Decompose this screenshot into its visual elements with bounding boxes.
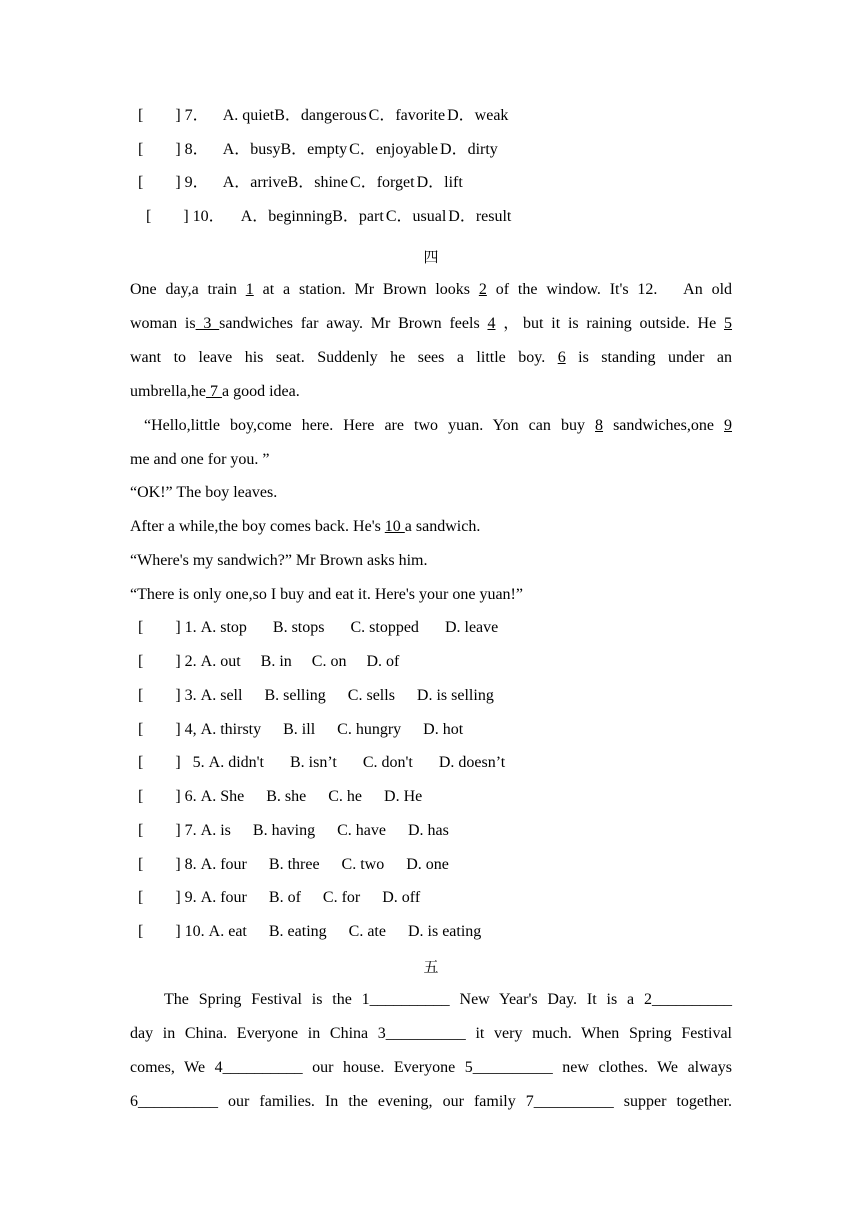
option-c: C. have [337, 822, 386, 839]
text: a sandwich. [404, 518, 481, 535]
option-b: B. stops [272, 619, 325, 636]
question-number: 8. [184, 856, 197, 873]
option-d: D. off [382, 889, 421, 906]
option-d: D．result [448, 208, 512, 225]
question-number: 7. [184, 822, 197, 839]
option-c: C. don't [362, 754, 413, 771]
option-a: A. is [200, 822, 231, 839]
option-a: A. four [200, 856, 247, 873]
option-a: A. quiet [222, 107, 275, 124]
text: woman is [130, 315, 196, 332]
question-row [138, 746, 505, 780]
question-number: 2. [184, 653, 197, 670]
question-number: 1. [184, 619, 197, 636]
question-number: 10． [192, 208, 225, 225]
passage-line [130, 341, 732, 375]
answer-bracket[interactable]: [ ] [138, 174, 181, 191]
text: umbrella,he [130, 383, 206, 400]
question-number: 10. [184, 923, 205, 940]
option-c: C. hungry [337, 721, 402, 738]
option-c: C．enjoyable [349, 141, 439, 158]
section4-heading: 四 [423, 248, 439, 266]
option-a: A．arrive [222, 174, 288, 191]
question-row [138, 645, 399, 679]
answer-bracket[interactable]: [ ] [138, 141, 181, 158]
blank-number: 9 [724, 417, 732, 434]
option-d: D. He [384, 788, 423, 805]
question-number: 6. [184, 788, 197, 805]
passage-line [144, 409, 732, 443]
blank-number: 4 [487, 315, 496, 332]
answer-bracket[interactable]: [ ] [138, 653, 181, 670]
question-row [138, 814, 449, 848]
question-number: 5. [192, 754, 205, 771]
blank-number: 3 [195, 315, 220, 332]
option-b: B. three [268, 856, 320, 873]
option-a: A. didn't [208, 754, 264, 771]
option-b: B．dangerous [274, 107, 367, 124]
text: want to leave his seat. Suddenly he sees a little boy. [130, 349, 558, 366]
text: is standing under an [565, 349, 733, 366]
answer-bracket[interactable]: [ ] [138, 721, 181, 738]
question-row [138, 133, 498, 167]
option-b: B. having [252, 822, 316, 839]
option-d: D. is selling [416, 687, 494, 704]
text: After a while,the boy comes back. He's [130, 518, 385, 535]
question-number: 8． [184, 141, 209, 158]
option-d: D. one [406, 856, 449, 873]
option-a: A. four [200, 889, 247, 906]
option-b: B. selling [264, 687, 326, 704]
option-b: B．shine [287, 174, 349, 191]
option-d: D. doesn’t [438, 754, 506, 771]
question-row [138, 611, 498, 645]
passage-line: 6__________ our families. In the evening, our family 7__________ supper together. [130, 1093, 732, 1110]
option-a: A. thirsty [200, 721, 262, 738]
blank-number: 10 [384, 518, 405, 535]
option-d: D．dirty [440, 141, 498, 158]
option-b: B. of [268, 889, 301, 906]
option-a: A．beginning [240, 208, 333, 225]
question-number: 9． [184, 174, 209, 191]
option-d: D．weak [447, 107, 509, 124]
question-row [146, 200, 511, 234]
question-row [138, 679, 494, 713]
passage-line: “There is only one,so I buy and eat it. Here's your one yuan!” [130, 586, 523, 603]
text: “Hello,little boy,come here. Here are two yuan. Yon can buy [144, 417, 596, 434]
answer-bracket[interactable]: [ ] [138, 687, 181, 704]
passage-line: day in China. Everyone in China 3__________ it very much. When Spring Festival [130, 1025, 732, 1042]
option-c: C．favorite [368, 107, 446, 124]
text: sandwiches far away. Mr Brown feels [219, 315, 488, 332]
answer-bracket[interactable]: [ ] [138, 107, 181, 124]
question-row [138, 99, 508, 133]
option-d: D．lift [416, 174, 463, 191]
answer-bracket[interactable]: [ ] [138, 923, 181, 940]
section5-heading: 五 [423, 958, 439, 976]
option-c: C. sells [347, 687, 395, 704]
blank-number: 6 [557, 349, 566, 366]
option-b: B. eating [268, 923, 327, 940]
option-b: B. isn’t [290, 754, 337, 771]
question-number: 7． [184, 107, 209, 124]
answer-bracket[interactable]: [ ] [138, 788, 181, 805]
blank-number: 7 [205, 383, 222, 400]
passage-line: comes, We 4__________ our house. Everyone 5__________ new clothes. We always [130, 1059, 732, 1076]
option-c: C．forget [350, 174, 415, 191]
option-a: A. She [200, 788, 245, 805]
option-c: C. two [341, 856, 385, 873]
blank-number: 5 [724, 315, 733, 332]
option-d: D. hot [423, 721, 464, 738]
passage-line [130, 375, 732, 409]
answer-bracket[interactable]: [ ] [138, 619, 181, 636]
question-number: 9. [184, 889, 197, 906]
passage-line [130, 510, 732, 544]
blank-number: 2 [478, 281, 487, 298]
text: of the window. It's 12. An old [486, 281, 733, 298]
option-a: A．busy [222, 141, 281, 158]
text: sandwiches,one [603, 417, 724, 434]
passage-line: me and one for you. ” [130, 451, 270, 468]
option-b: B. in [260, 653, 292, 670]
blank-number: 8 [595, 417, 604, 434]
answer-bracket[interactable]: [ ] [138, 856, 181, 873]
passage-line: “Where's my sandwich?” Mr Brown asks him. [130, 552, 428, 569]
option-b: B．part [332, 208, 384, 225]
question-row [138, 881, 420, 915]
option-c: C. stopped [350, 619, 419, 636]
text: ，but it is raining outside. He [495, 315, 725, 332]
option-b: B. she [266, 788, 307, 805]
option-c: C. for [322, 889, 361, 906]
option-b: B．empty [280, 141, 348, 158]
answer-bracket[interactable]: [ ] [138, 822, 181, 839]
option-d: D. of [366, 653, 400, 670]
question-row [138, 713, 463, 747]
option-a: A. out [200, 653, 241, 670]
option-d: D. leave [444, 619, 499, 636]
answer-bracket[interactable]: [ ] [138, 754, 181, 771]
answer-bracket[interactable]: [ ] [138, 889, 181, 906]
option-a: A. stop [200, 619, 247, 636]
question-row [138, 780, 422, 814]
text: a good idea. [221, 383, 300, 400]
option-a: A. eat [208, 923, 247, 940]
question-row [138, 915, 481, 949]
question-number: 3. [184, 687, 197, 704]
option-d: D. is eating [407, 923, 482, 940]
option-c: C. on [311, 653, 347, 670]
option-b: B. ill [283, 721, 316, 738]
question-row [138, 166, 463, 200]
passage-line [130, 273, 732, 307]
question-number: 4, [184, 721, 197, 738]
option-c: C．usual [385, 208, 447, 225]
blank-number: 1 [245, 281, 254, 298]
question-row [138, 848, 449, 882]
option-c: C. ate [348, 923, 386, 940]
text: at a station. Mr Brown looks [253, 281, 479, 298]
passage-line: “OK!” The boy leaves. [130, 484, 278, 501]
passage-line: The Spring Festival is the 1__________ New Year's Day. It is a 2__________ [164, 991, 732, 1008]
option-d: D. has [408, 822, 449, 839]
answer-bracket[interactable]: [ ] [146, 208, 189, 225]
option-c: C. he [328, 788, 363, 805]
option-a: A. sell [200, 687, 243, 704]
passage-line [130, 307, 732, 341]
text: One day,a train [130, 281, 246, 298]
